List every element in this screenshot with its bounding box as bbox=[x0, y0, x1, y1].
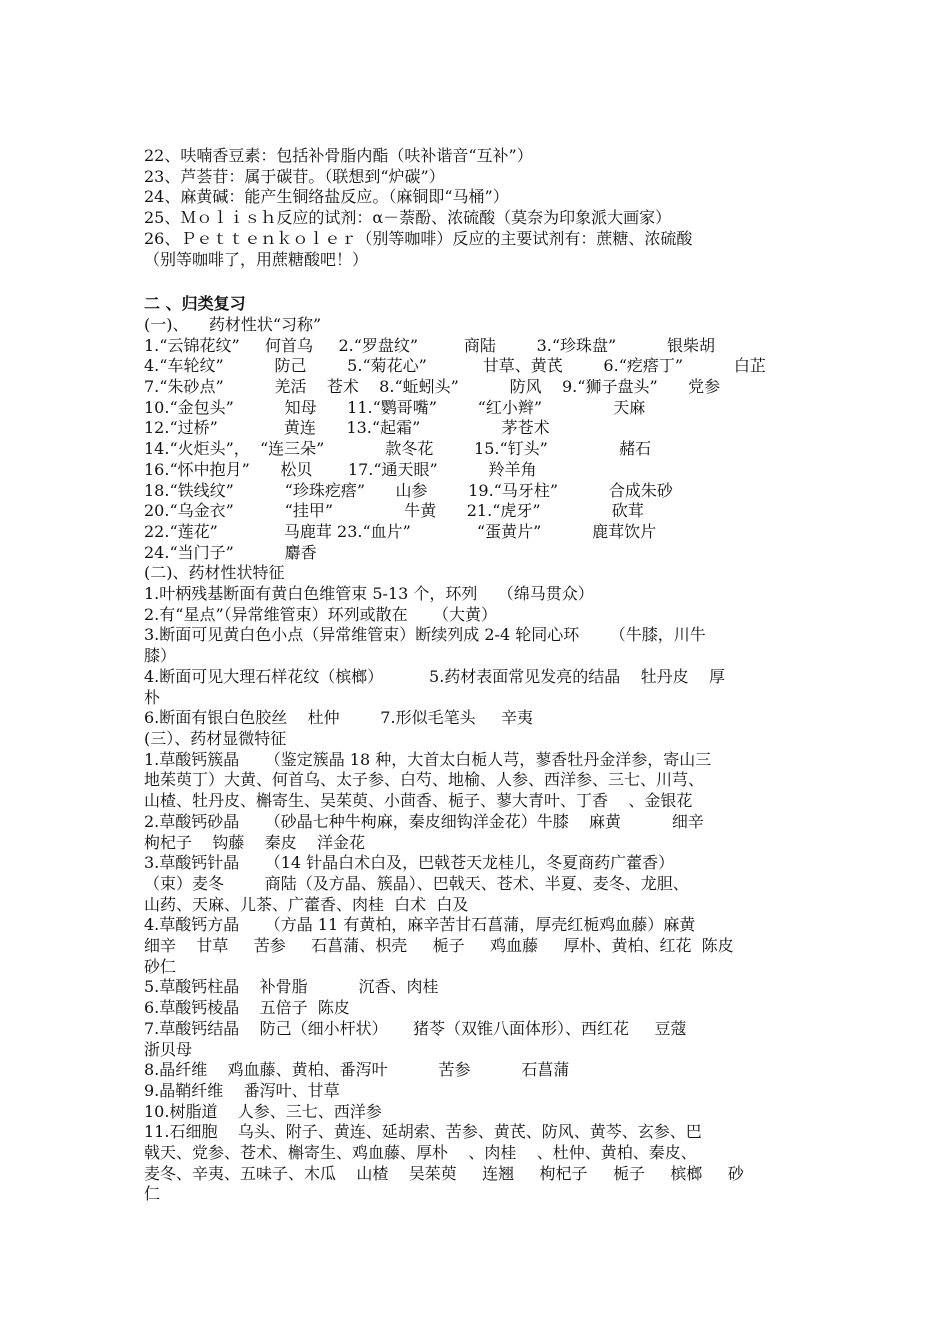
feature-line: 6.断面有银白色胶丝 杜仲 7.形似毛笔头 辛夷 bbox=[144, 708, 533, 728]
shape-name-line: 20.“乌金衣” “挂甲” 牛黄 21.“虎牙” 砍茸 bbox=[144, 501, 644, 521]
section-heading: 二 、归类复习 bbox=[144, 294, 246, 314]
microscopy-line: 10.树脂道 人参、三七、西洋参 bbox=[144, 1101, 382, 1121]
microscopy-line: 4.草酸钙方晶 （方晶 11 有黄柏，麻辛苦甘石菖蒲，厚壳红栀鸡血藤）麻黄 bbox=[144, 915, 696, 935]
microscopy-line: 2.草酸钙砂晶 （砂晶七种牛枸麻，秦皮细钩洋金花）牛膝 麻黄 细辛 bbox=[144, 811, 704, 831]
microscopy-line: 枸杞子 钩藤 秦皮 洋金花 bbox=[144, 832, 366, 852]
microscopy-line: 山楂、牡丹皮、槲寄生、吴茱萸、小茴香、栀子、蓼大青叶、丁香 、金银花 bbox=[144, 791, 693, 811]
feature-line: 2.有“星点”（异常维管束）环列或散在 （大黄） bbox=[144, 604, 498, 624]
microscopy-line: 5.草酸钙柱晶 补骨脂 沉香、肉桂 bbox=[144, 977, 439, 997]
microscopy-line: 地茱萸丁）大黄、何首乌、太子参、白芍、地榆、人参、西洋参、三七、川芎、 bbox=[144, 770, 705, 790]
microscopy-line: 9.晶鞘纤维 番泻叶、甘草 bbox=[144, 1080, 340, 1100]
microscopy-line: 11.石细胞 乌头、附子、黄连、延胡索、苦参、黄芪、防风、黄芩、玄参、巴 bbox=[144, 1122, 702, 1142]
microscopy-line: 山药、天麻、儿茶、广藿香、肉桂 白术 白及 bbox=[144, 894, 469, 914]
memory-item-line: （别等咖啡了，用蔗糖酸吧！） bbox=[144, 249, 369, 269]
feature-line: 朴 bbox=[144, 687, 161, 707]
shape-name-line: 14.“火炬头”， “连三朵” 款冬花 15.“钉头” 赭石 bbox=[144, 439, 652, 459]
shape-name-line: 12.“过桥” 黄连 13.“起霜” 茅苍术 bbox=[144, 418, 550, 438]
memory-item-line: 23、芦荟苷：属于碳苷。（联想到“炉碳”） bbox=[144, 166, 445, 186]
document-page bbox=[144, 146, 814, 1205]
memory-item-line: 26、Ｐｅｔｔｅｎｋｏｌｅｒ（别等咖啡）反应的主要试剂有：蔗糖、浓硫酸 bbox=[144, 228, 693, 248]
shape-name-line: 16.“怀中抱月” 松贝 17.“通天眼” 羚羊角 bbox=[144, 459, 537, 479]
memory-items bbox=[144, 146, 814, 270]
microscopy-line: 1.草酸钙簇晶 （鉴定簇晶 18 种，大首太白栀人芎，蓼香牡丹金洋参，寄山三 bbox=[144, 749, 712, 769]
shape-name-line: 22.“莲花” 马鹿茸 23.“血片” “蛋黄片” 鹿茸饮片 bbox=[144, 521, 657, 541]
microscopy-line: 6.草酸钙棱晶 五倍子 陈皮 bbox=[144, 998, 350, 1018]
microscopy-line: 细辛 甘草 苦参 石菖蒲、枳壳 栀子 鸡血藤 厚朴、黄柏、红花 陈皮 bbox=[144, 936, 734, 956]
memory-item-line: 25、Ｍｏｌｉｓｈ反应的试剂：α－萘酚、浓硫酸（莫奈为印象派大画家） bbox=[144, 208, 672, 228]
feature-line: 4.断面可见大理石样花纹（槟榔） 5.药材表面常见发亮的结晶 牡丹皮 厚 bbox=[144, 666, 725, 686]
memory-item-line: 22、呋喃香豆素：包括补骨脂内酯（呋补谐音“互补”） bbox=[144, 146, 533, 165]
shape-name-line: 10.“金包头” 知母 11.“鹦哥嘴” “红小辫” 天麻 bbox=[144, 397, 646, 417]
shape-name-line: 4.“车轮纹” 防己 5.“菊花心” 甘草、黄芪 6.“疙瘩丁” 白芷 bbox=[144, 356, 766, 376]
shape-name-line: 7.“朱砂点” 羌活 苍术 8.“蚯蚓头” 防风 9.“狮子盘头” 党参 bbox=[144, 377, 721, 397]
subsection-title-microscopy: (三）、药材显微特征 bbox=[144, 728, 287, 748]
shape-name-line: 24.“当门子” 麝香 bbox=[144, 542, 317, 562]
subsection-title-shape-names: (一)、 药材性状“习称” bbox=[144, 314, 322, 334]
microscopy-line: 8.晶纤维 鸡血藤、黄柏、番泻叶 苦参 石菖蒲 bbox=[144, 1060, 570, 1080]
microscopy-line: 7.草酸钙结晶 防己（细小杆状） 猪苓（双锥八面体形）、西红花 豆蔻 bbox=[144, 1018, 687, 1038]
shape-names-list bbox=[144, 336, 814, 564]
microscopy-list bbox=[144, 750, 814, 1205]
feature-line: 1.叶柄残基断面有黄白色维管束 5-13 个，环列 （绵马贯众） bbox=[144, 584, 594, 604]
microscopy-line: （束）麦冬 商陆（及方晶、簇晶）、巴戟天、苍术、半夏、麦冬、龙胆、 bbox=[144, 873, 689, 893]
microscopy-line: 仁 bbox=[144, 1184, 161, 1204]
microscopy-line: 砂仁 bbox=[144, 956, 177, 976]
memory-item-line: 24、麻黄碱：能产生铜络盐反应。（麻铜即“马桶”） bbox=[144, 187, 509, 207]
shape-name-line: 18.“铁线纹” “珍珠疙瘩” 山参 19.“马牙柱” 合成朱砂 bbox=[144, 480, 673, 500]
microscopy-line: 浙贝母 bbox=[144, 1039, 193, 1059]
microscopy-line: 麦冬、辛夷、五味子、木瓜 山楂 吴茱萸 连翘 枸杞子 栀子 槟榔 砂 bbox=[144, 1163, 744, 1183]
subsection-title-features: (二)、药材性状特征 bbox=[144, 563, 285, 583]
microscopy-line: 戟天、党参、苍术、槲寄生、鸡血藤、厚朴 、肉桂 、杜仲、黄柏、秦皮、 bbox=[144, 1143, 697, 1163]
section-gap bbox=[144, 270, 814, 294]
feature-line: 膝） bbox=[144, 646, 177, 666]
feature-line: 3.断面可见黄白色小点（异常维管束）断续列成 2-4 轮同心环 （牛膝，川牛 bbox=[144, 625, 706, 645]
features-list bbox=[144, 584, 814, 729]
shape-name-line: 1.“云锦花纹” 何首乌 2.“罗盘纹” 商陆 3.“珍珠盘” 银柴胡 bbox=[144, 335, 716, 355]
microscopy-line: 3.草酸钙针晶 （14 针晶白术白及，巴戟苍天龙桂儿，冬夏商药广藿香） bbox=[144, 853, 675, 873]
